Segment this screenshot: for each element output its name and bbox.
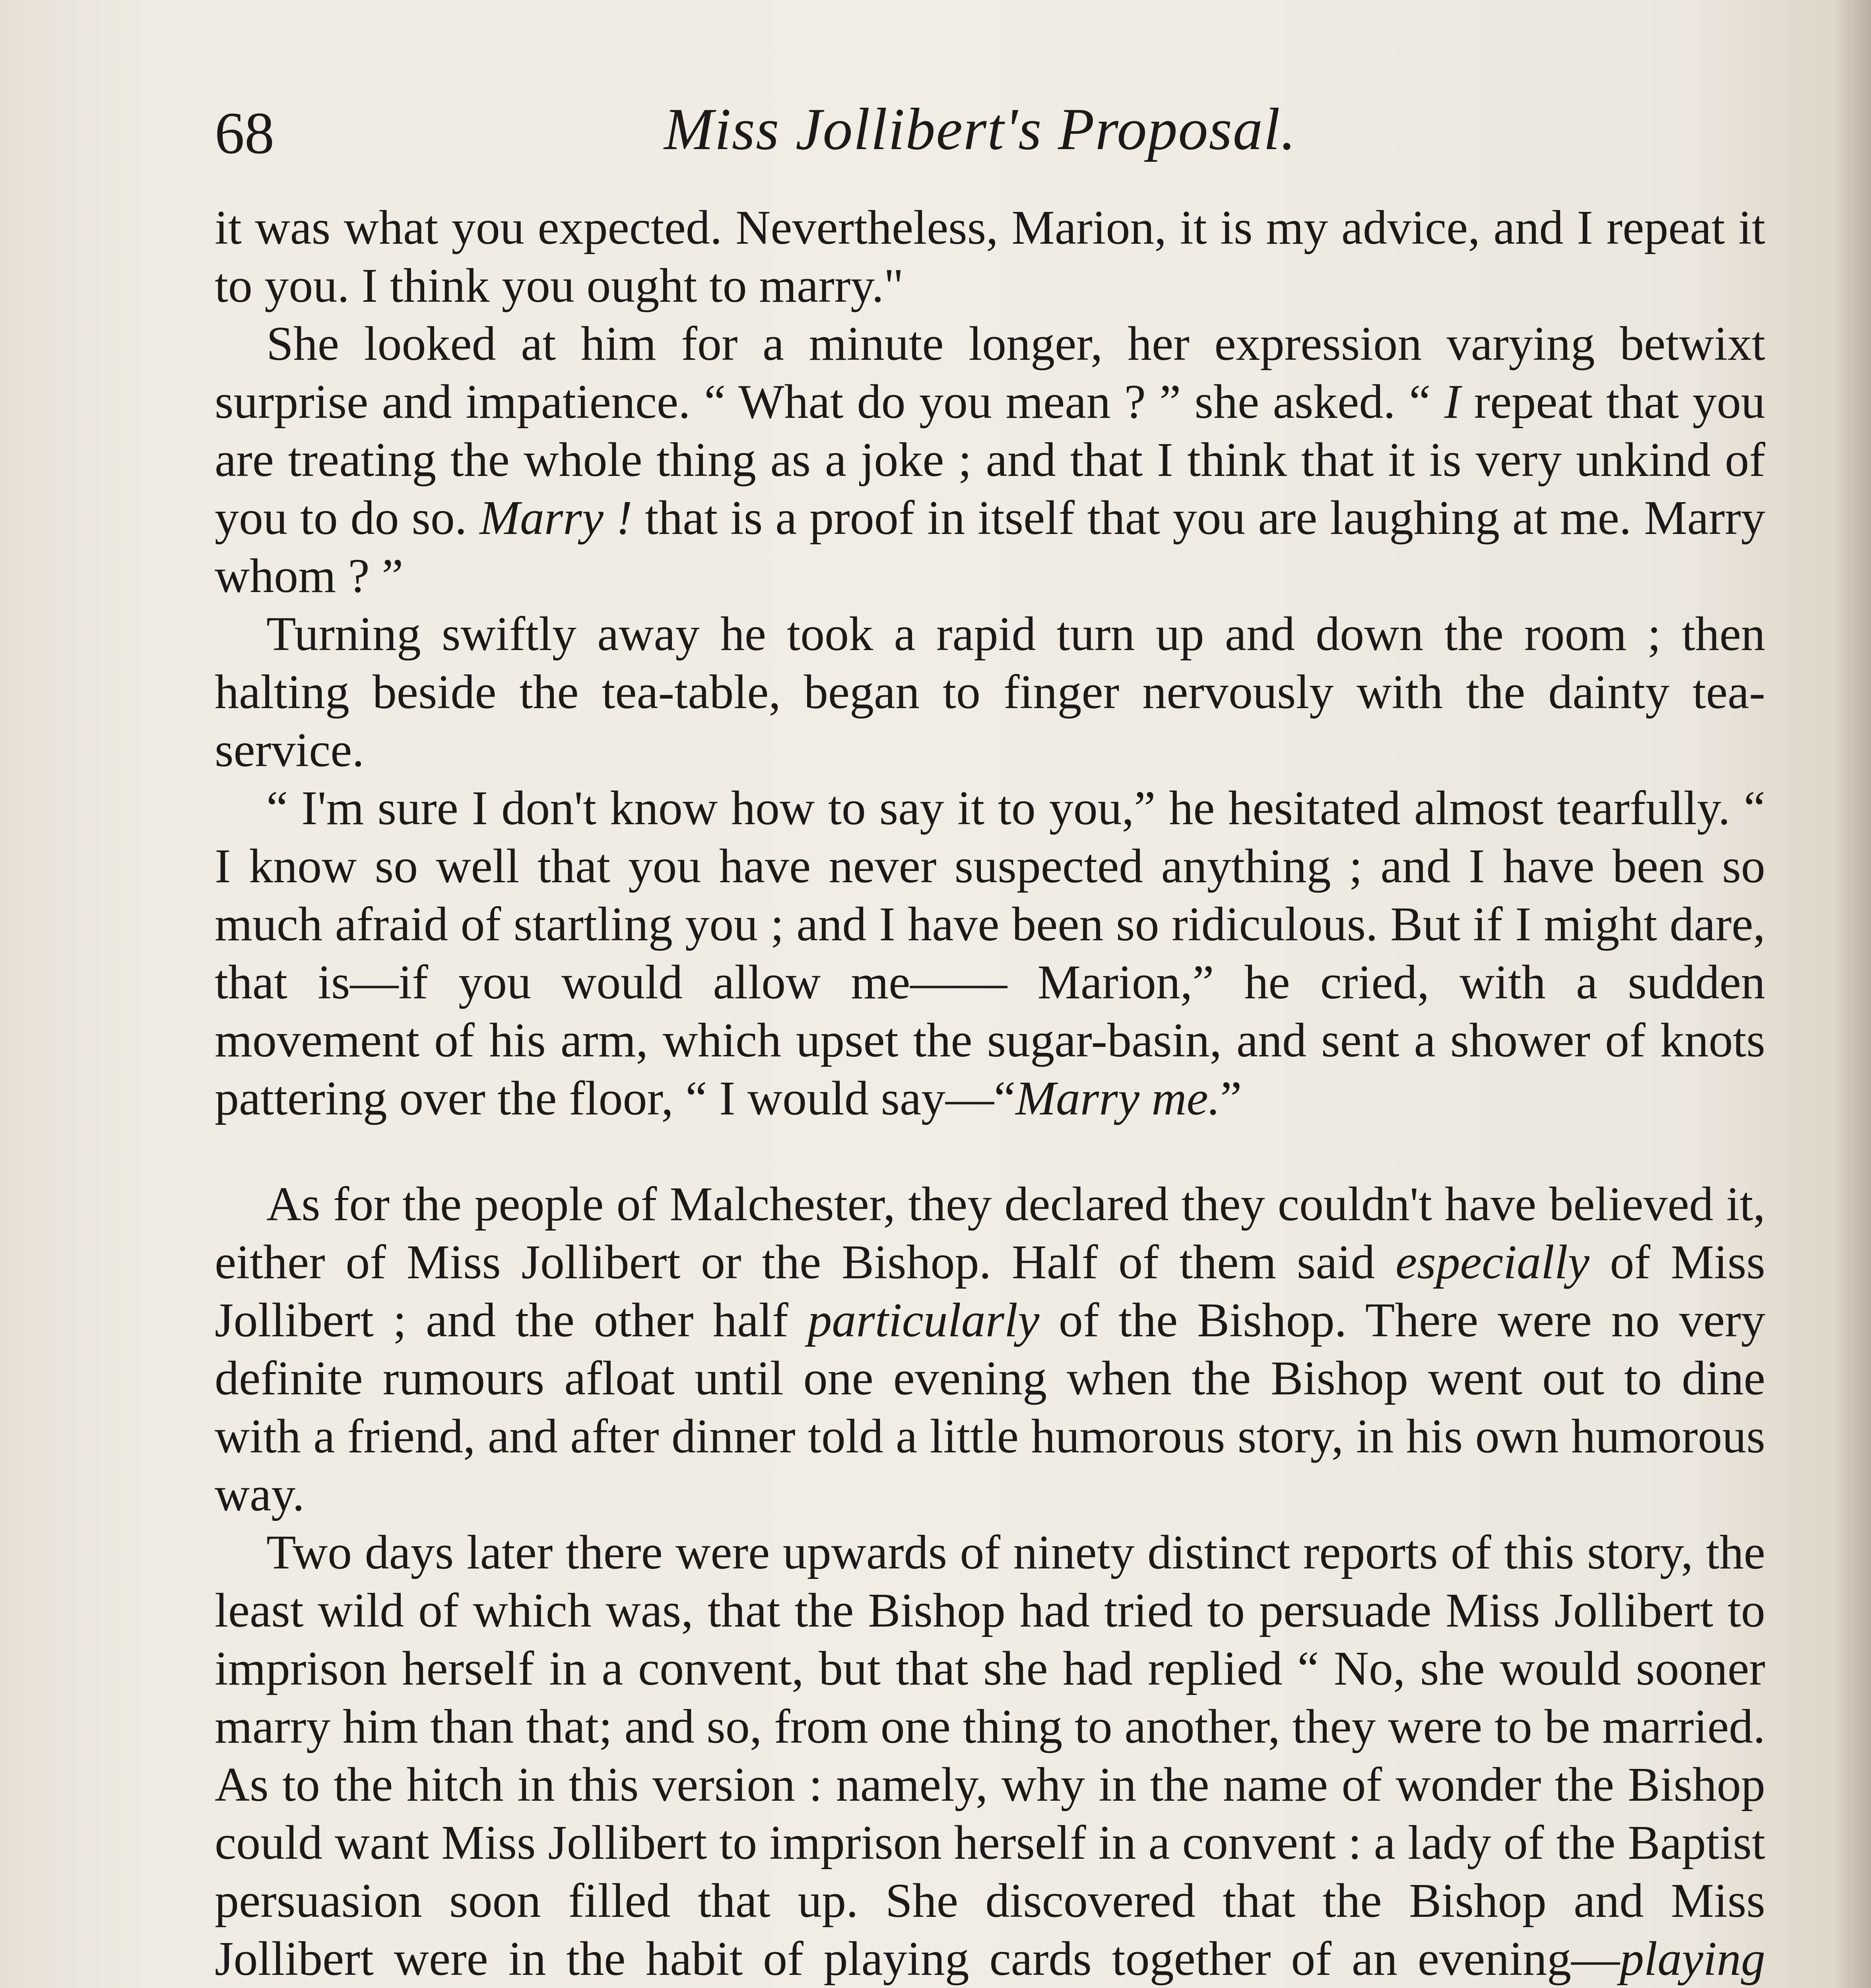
italic-text: Marry ! bbox=[479, 491, 633, 545]
running-title: Miss Jollibert's Proposal. bbox=[664, 96, 1297, 162]
page-edge-shadow bbox=[1835, 0, 1871, 1988]
paragraph-p5 bbox=[215, 1175, 1765, 1524]
page-header bbox=[215, 91, 1765, 171]
text-segment: Two days later there were upwards of ninety distinct reports of this story, the least wild of which was, that the Bishop had tried to persuade Miss Jollibert to imprison herself in a convent, but that she had replied “ No, she would sooner marry him than that; and so, from one thing to another, they were to be married. As to the hitch in this version : namely, why in the name of wonder the Bishop could want Miss Jollibert to imprison herself in a convent : a lady of the Baptist persuasion soon filled that up. She discovered that the Bishop and Miss Jollibert were in the habit of playing cards together of an evening— bbox=[215, 1526, 1765, 1986]
text-segment: She looked at him for a minute longer, her expression varying betwixt surprise and impatience. “ What do you mean ? ” she asked. “ bbox=[215, 317, 1765, 429]
text-segment: of Miss Jollibert ; and the other half bbox=[215, 1235, 1765, 1347]
italic-text: playing bbox=[1620, 1932, 1765, 1986]
paragraph-p4 bbox=[215, 779, 1765, 1128]
italic-text: Marry me. bbox=[1015, 1072, 1221, 1125]
body-text bbox=[215, 199, 1765, 1988]
paragraph-p2 bbox=[215, 315, 1765, 605]
paragraph-p1 bbox=[215, 199, 1765, 315]
text-segment: of the Bishop. There were no very definite rumours afloat until one evening when the Bishop went out to dine with a friend, and after dinner told a little humorous story, in his own humorous way. bbox=[215, 1293, 1765, 1521]
text-segment: Turning swiftly away he took a rapid turn up and down the room ; then halting beside the tea-table, began to finger nervously with the dainty tea-service. bbox=[215, 607, 1765, 777]
text-segment: repeat that you are treating the whole thing as a joke ; and that I think that it is very unkind of you to do so. bbox=[215, 375, 1765, 545]
paragraph-p6 bbox=[215, 1524, 1765, 1988]
text-segment: it was what you expected. Nevertheless, Marion, it is my advice, and I repeat it to you. I think you ought to marry." bbox=[215, 201, 1765, 313]
paragraph-p3 bbox=[215, 605, 1765, 779]
text-segment: ” bbox=[1220, 1072, 1242, 1125]
italic-text: I bbox=[1444, 375, 1461, 429]
text-segment: “ I'm sure I don't know how to say it to you,” he hesitated almost tearfully. “ I know so well that you have never suspected anything ; and I have been so much afraid of startling you ; and I have been so ridiculous. But if I might dare, that is—if you would allow me—— Marion,” he cried, with a sudden movement of his arm, which upset the sugar-basin, and sent a shower of knots pattering over the floor, “ I would say—“ bbox=[215, 781, 1765, 1125]
italic-text: especially bbox=[1395, 1235, 1590, 1289]
page-number: 68 bbox=[215, 100, 274, 166]
text-segment: As for the people of Malchester, they declared they couldn't have believed it, either of Miss Jollibert or the Bishop. Half of them said bbox=[215, 1177, 1765, 1289]
italic-text: particularly bbox=[807, 1293, 1040, 1347]
text-segment: that is a proof in itself that you are laughing at me. Marry whom ? ” bbox=[215, 491, 1765, 603]
